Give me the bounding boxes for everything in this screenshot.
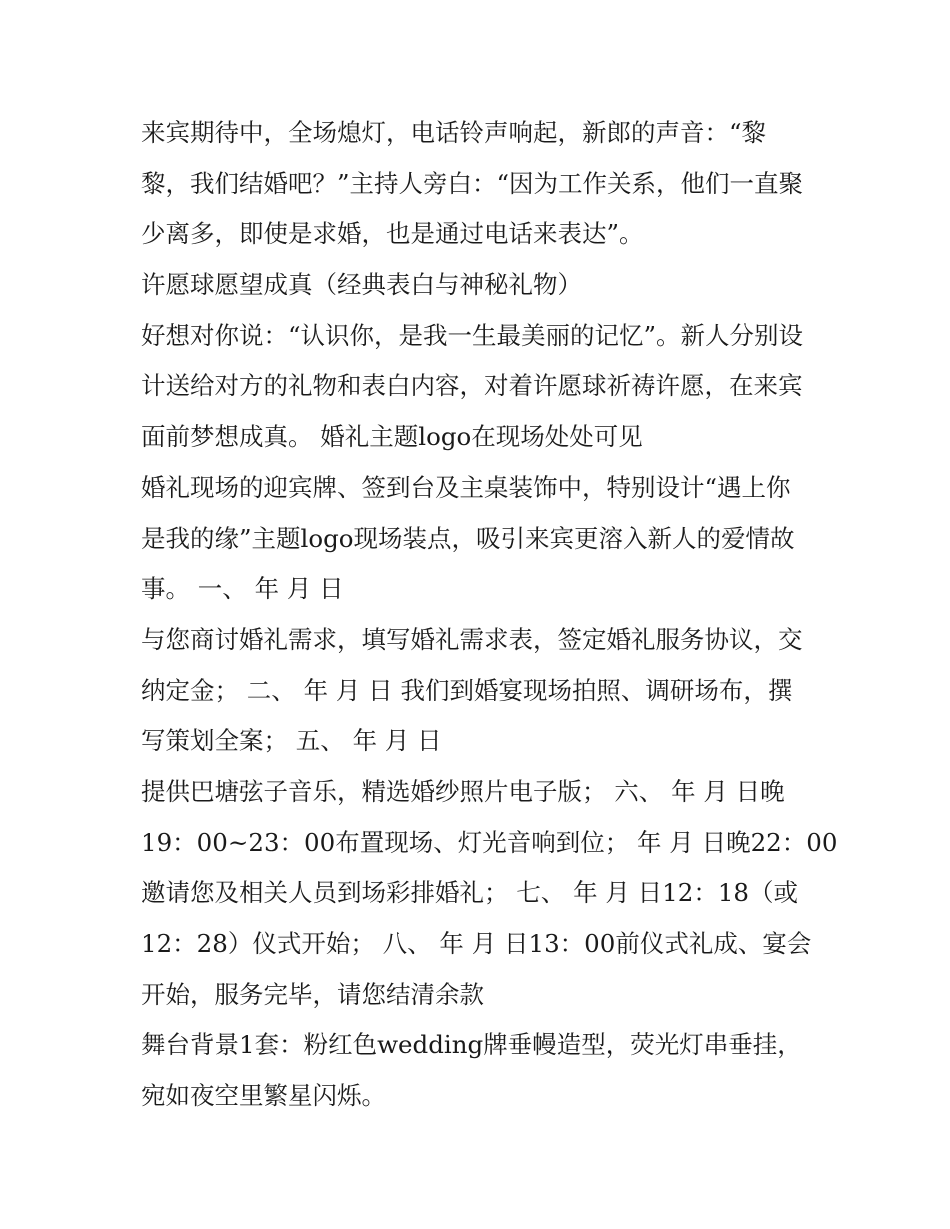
text-line-5: 好想对你说：“认识你，是我一生最美丽的记忆”。新人分别设 xyxy=(141,320,804,350)
text-line-15: 19：00~23：00布置现场、灯光音响到位； 年 月 日晚22：00 xyxy=(141,827,838,857)
section-heading-wish-ball: 许愿球愿望成真（经典表白与神秘礼物） xyxy=(141,270,582,300)
text-line-12: 纳定金； 二、 年 月 日 我们到婚宴现场拍照、调研场布，撰 xyxy=(141,675,793,705)
text-line-16: 邀请您及相关人员到场彩排婚礼； 七、 年 月 日12：18（或 xyxy=(141,878,798,908)
text-line-13: 写策划全案； 五、 年 月 日 xyxy=(141,726,442,756)
text-line-18: 开始，服务完毕，请您结清余款 xyxy=(141,979,484,1009)
document-body xyxy=(141,108,838,1122)
text-line-6: 计送给对方的礼物和表白内容，对着许愿球祈祷许愿，在来宾 xyxy=(141,371,803,401)
text-line-14: 提供巴塘弦子音乐，精选婚纱照片电子版； 六、 年 月 日晚 xyxy=(141,776,785,806)
text-line-1: 来宾期待中，全场熄灯，电话铃声响起，新郎的声音：“黎 xyxy=(141,118,767,147)
text-line-7: 面前梦想成真。 婚礼主题logo在现场处处可见 xyxy=(141,422,643,452)
text-line-11: 与您商讨婚礼需求，填写婚礼需求表，签定婚礼服务协议，交 xyxy=(141,624,803,654)
text-line-17: 12：28）仪式开始； 八、 年 月 日13：00前仪式礼成、宴会 xyxy=(141,929,812,958)
text-line-10: 事。 一、 年 月 日 xyxy=(141,574,344,604)
text-line-3: 少离多，即使是求婚，也是通过电话来表达”。 xyxy=(141,219,644,249)
text-line-2: 黎，我们结婚吧？”主持人旁白：“因为工作关系，他们一直聚 xyxy=(141,168,804,198)
text-line-19: 舞台背景1套：粉红色wedding牌垂幔造型，荧光灯串垂挂， xyxy=(141,1030,802,1060)
text-line-20: 宛如夜空里繁星闪烁。 xyxy=(141,1081,386,1111)
text-line-9: 是我的缘”主题logo现场装点，吸引来宾更溶入新人的爱情故 xyxy=(141,523,795,553)
text-line-8: 婚礼现场的迎宾牌、签到台及主桌装饰中，特别设计“遇上你 xyxy=(141,472,791,502)
